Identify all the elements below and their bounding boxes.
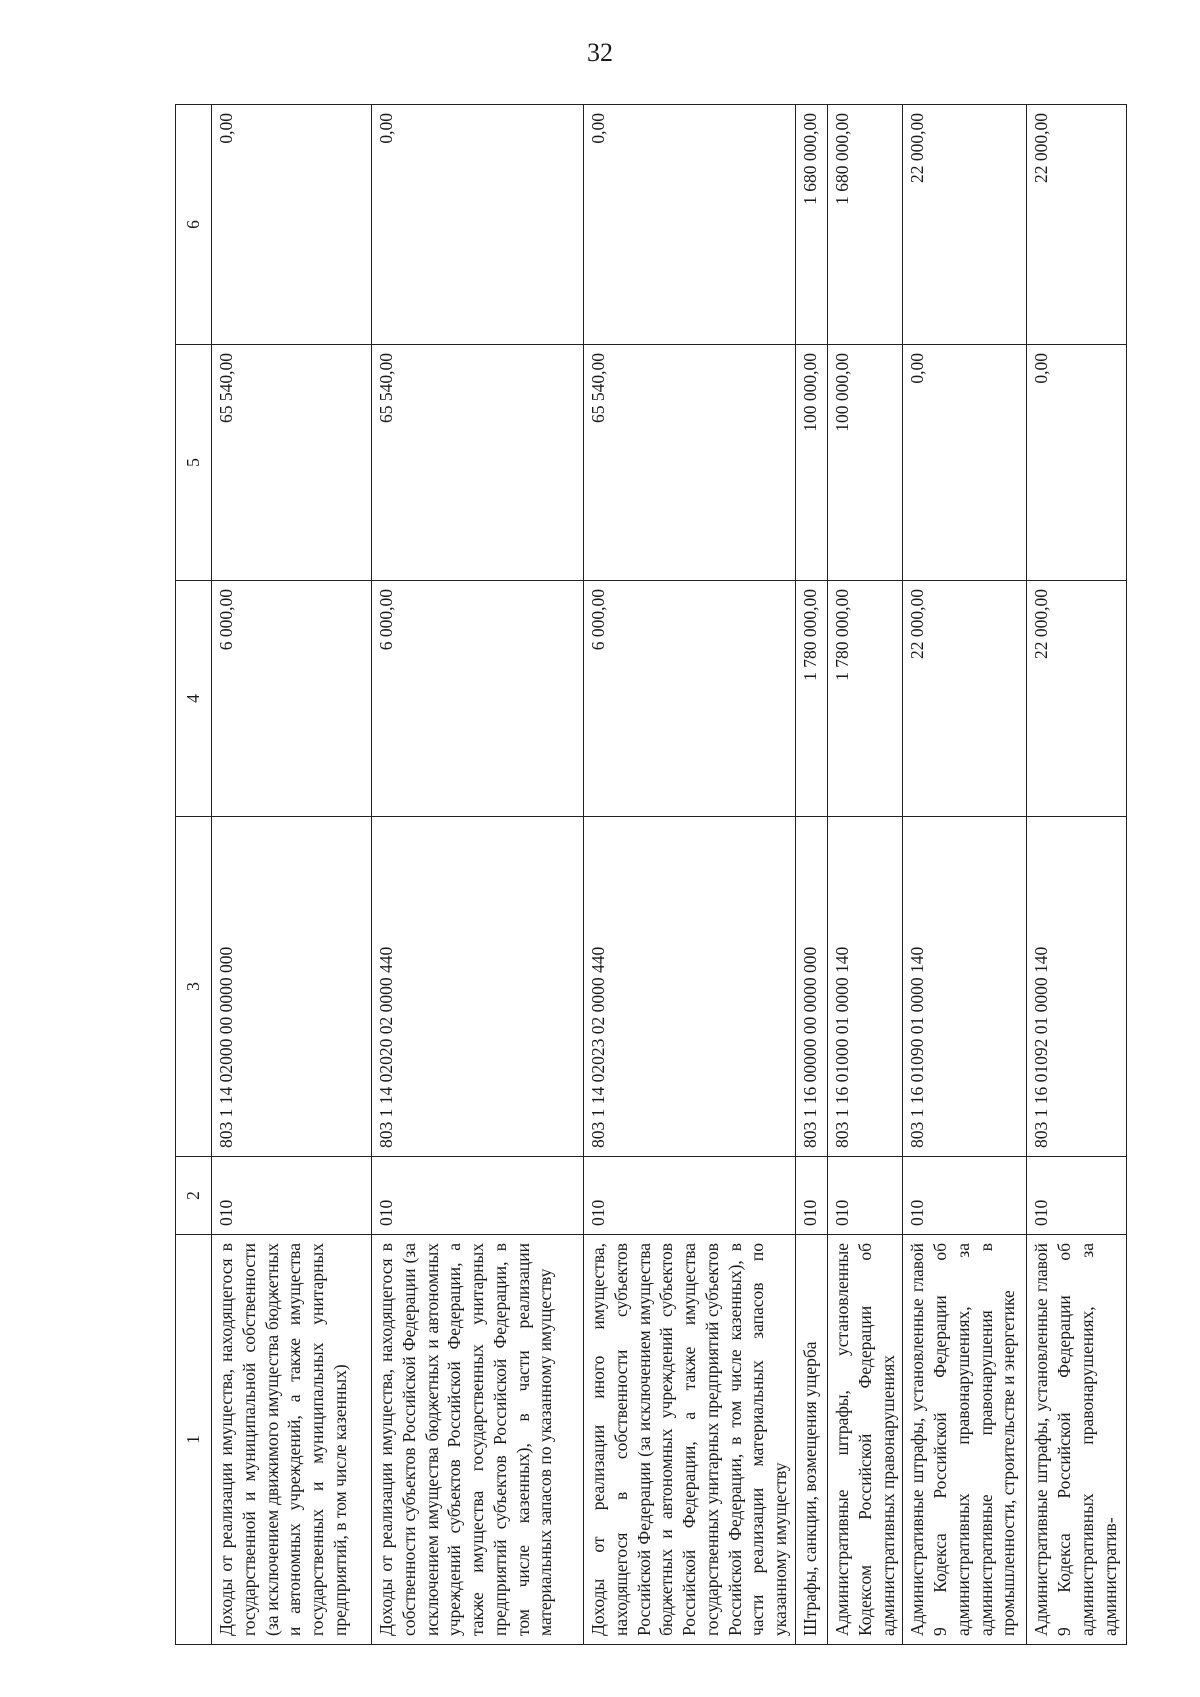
column-header-1: 1 (176, 1235, 212, 1645)
amount-col6-cell: 22 000,00 (903, 105, 1027, 345)
line-code-cell: 010 (212, 1157, 372, 1235)
amount-col4-cell: 22 000,00 (1027, 581, 1127, 817)
line-code-cell: 010 (796, 1157, 828, 1235)
amount-col5-cell: 0,00 (1027, 345, 1127, 581)
table-row (212, 105, 372, 1645)
amount-col4-cell: 1 780 000,00 (796, 581, 828, 817)
income-name-cell: Административные штрафы, установленные Кодексом Российской Федерации об административных правонарушениях (828, 1235, 903, 1645)
column-header-3: 3 (176, 817, 212, 1157)
table-row (1027, 105, 1127, 1645)
amount-col5-cell: 100 000,00 (796, 345, 828, 581)
budget-code-cell: 803 1 14 02023 02 0000 440 (584, 817, 796, 1157)
line-code-cell: 010 (828, 1157, 903, 1235)
column-header-5: 5 (176, 345, 212, 581)
amount-col5-cell: 65 540,00 (584, 345, 796, 581)
table-row (903, 105, 1027, 1645)
column-header-6: 6 (176, 105, 212, 345)
amount-col4-cell: 6 000,00 (372, 581, 584, 817)
amount-col4-cell: 6 000,00 (584, 581, 796, 817)
revenue-table (175, 104, 1127, 1645)
table-row (372, 105, 584, 1645)
table-header-row (176, 105, 212, 1645)
income-name-cell: Административные штрафы, установленные главой 9 Кодекса Российской Федерации об административных правонарушениях, за административ- (1027, 1235, 1127, 1645)
income-name-cell: Административные штрафы, установленные главой 9 Кодекса Российской Федерации об административных правонарушениях, за административные правонарушения в промышленности, строительстве и энергетике (903, 1235, 1027, 1645)
income-name-cell: Штрафы, санкции, возмещения ущерба (796, 1235, 828, 1645)
amount-col6-cell: 0,00 (212, 105, 372, 345)
amount-col4-cell: 6 000,00 (212, 581, 372, 817)
amount-col6-cell: 22 000,00 (1027, 105, 1127, 345)
rotated-table-container (175, 105, 1125, 1645)
table-row (796, 105, 828, 1645)
income-name-cell: Доходы от реализации имущества, находящегося в собственности субъектов Российской Федерации (за исключением имущества бюджетных и автономных учреждений субъектов Российской Федерации, а также имущества государственных унитарных предприятий субъектов Российской Федерации, в том числе казенных), в части реализации материальных запасов по указанному имуществу (372, 1235, 584, 1645)
amount-col5-cell: 65 540,00 (212, 345, 372, 581)
budget-code-cell: 803 1 16 01092 01 0000 140 (1027, 817, 1127, 1157)
line-code-cell: 010 (372, 1157, 584, 1235)
table-row (584, 105, 796, 1645)
amount-col6-cell: 1 680 000,00 (796, 105, 828, 345)
budget-code-cell: 803 1 16 00000 00 0000 000 (796, 817, 828, 1157)
table-row (828, 105, 903, 1645)
budget-code-cell: 803 1 16 01090 01 0000 140 (903, 817, 1027, 1157)
amount-col4-cell: 1 780 000,00 (828, 581, 903, 817)
page-number: 32 (587, 38, 613, 67)
column-header-2: 2 (176, 1157, 212, 1235)
line-code-cell: 010 (903, 1157, 1027, 1235)
amount-col5-cell: 100 000,00 (828, 345, 903, 581)
amount-col5-cell: 0,00 (903, 345, 1027, 581)
amount-col5-cell: 65 540,00 (372, 345, 584, 581)
income-name-cell: Доходы от реализации иного имущества, находящегося в собственности субъектов Российской Федерации (за исключением имущества бюджетных и автономных учреждений субъектов Российской Федерации, а также имущества государственных унитарных предприятий субъектов Российской Федерации, в том числе казенных), в части реализации материальных запасов по указанному имуществу (584, 1235, 796, 1645)
budget-code-cell: 803 1 16 01000 01 0000 140 (828, 817, 903, 1157)
income-name-cell: Доходы от реализации имущества, находящегося в государственной и муниципальной собственности (за исключением движимого имущества бюджетных и автономных учреждений, а также имущества государственных и муниципальных унитарных предприятий, в том числе казенных) (212, 1235, 372, 1645)
amount-col6-cell: 1 680 000,00 (828, 105, 903, 345)
budget-code-cell: 803 1 14 02020 02 0000 440 (372, 817, 584, 1157)
amount-col6-cell: 0,00 (584, 105, 796, 345)
column-header-4: 4 (176, 581, 212, 817)
line-code-cell: 010 (1027, 1157, 1127, 1235)
budget-code-cell: 803 1 14 02000 00 0000 000 (212, 817, 372, 1157)
line-code-cell: 010 (584, 1157, 796, 1235)
amount-col4-cell: 22 000,00 (903, 581, 1027, 817)
amount-col6-cell: 0,00 (372, 105, 584, 345)
